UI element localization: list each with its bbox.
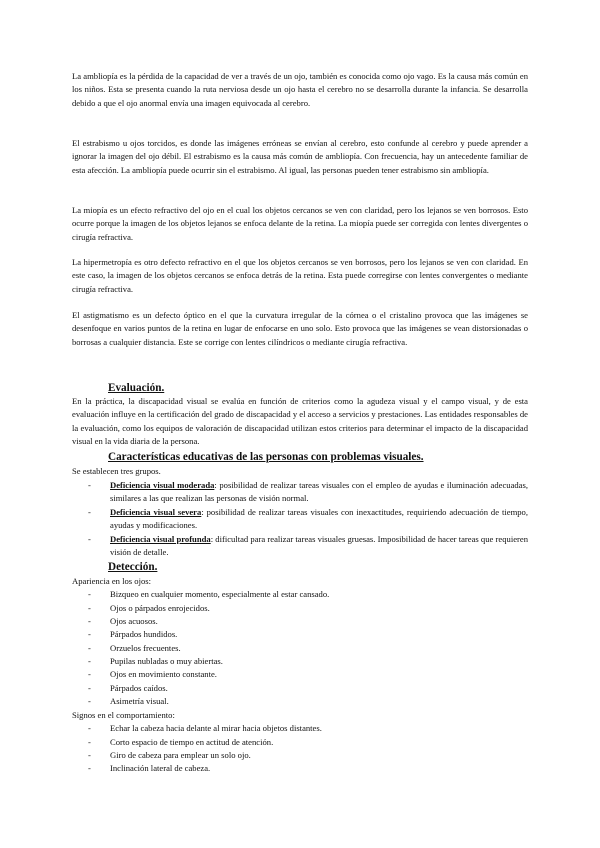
list-item-text: Párpados hundidos. xyxy=(110,629,178,639)
list-dash: - xyxy=(88,643,91,653)
list-dash: - xyxy=(88,723,91,733)
caracteristicas-intro: Se establecen tres grupos. xyxy=(72,466,161,476)
list-item-text: Echar la cabeza hacia delante al mirar hacia objetos distantes. xyxy=(110,723,322,733)
paragraph-hipermetropia: La hipermetropía es otro defecto refractivo en el que los objetos cercanos se ven borrosos, pero los lejanos se ven con claridad. En este caso, la imagen de los objetos cercanos se enfoca detrás de la retina. Esta puede corregirse con lentes convergentes o mediante cirugía refractiva. xyxy=(72,257,528,294)
list-item-text: Pupilas nubladas o muy abiertas. xyxy=(110,656,223,666)
list-item-profunda xyxy=(88,533,528,560)
list-item-text: Giro de cabeza para emplear un solo ojo. xyxy=(110,750,251,760)
ojos-label: Apariencia en los ojos: xyxy=(72,576,151,586)
list-item-text: Ojos en movimiento constante. xyxy=(110,669,217,679)
heading-deteccion: Detección. xyxy=(108,561,158,573)
list-item xyxy=(88,615,528,628)
list-dash: - xyxy=(88,507,91,517)
list-item xyxy=(88,762,528,775)
list-dash: - xyxy=(88,656,91,666)
list-item xyxy=(88,655,528,668)
list-item-text: Orzuelos frecuentes. xyxy=(110,643,181,653)
list-dash: - xyxy=(88,480,91,490)
list-item-text: Párpados caídos. xyxy=(110,683,168,693)
list-item xyxy=(88,722,528,735)
paragraph-ambliopia: La ambliopía es la pérdida de la capacidad de ver a través de un ojo, también es conocida como ojo vago. Es la causa más común en los niños. Esta se presenta cuando la ruta nerviosa desde un ojo hasta el cerebro no se desarrolla durante la infancia. Se desarrolla debido a que el ojo anormal envía una imagen equivocada al cerebro. xyxy=(72,71,528,108)
heading-evaluacion: Evaluación. xyxy=(108,382,165,394)
list-item xyxy=(88,695,528,708)
list-dash: - xyxy=(88,750,91,760)
list-dash: - xyxy=(88,534,91,544)
list-item-text: Ojos acuosos. xyxy=(110,616,158,626)
list-dash: - xyxy=(88,589,91,599)
list-dash: - xyxy=(88,616,91,626)
comportamiento-label: Signos en el comportamiento: xyxy=(72,710,175,720)
text-severa: : posibilidad de realizar tareas visuales con inexactitudes, requiriendo adecuación de tiempo, ayudas y modificaciones. xyxy=(110,507,528,531)
list-item xyxy=(88,588,528,601)
list-item xyxy=(88,749,528,762)
list-item-severa xyxy=(88,506,528,533)
list-item xyxy=(88,682,528,695)
list-item xyxy=(88,628,528,641)
term-moderada: Deficiencia visual moderada xyxy=(110,480,215,490)
paragraph-miopia: La miopía es un efecto refractivo del ojo en el cual los objetos cercanos se ven con claridad, pero los lejanos se ven borrosos. Esto ocurre porque la imagen de los objetos lejanos se enfoca delante de la retina. La miopía puede ser corregida con lentes divergentes o cirugía refractiva. xyxy=(72,205,528,242)
heading-caracteristicas: Características educativas de las personas con problemas visuales. xyxy=(108,451,424,463)
list-dash: - xyxy=(88,696,91,706)
list-item xyxy=(88,602,528,615)
paragraph-estrabismo: El estrabismo u ojos torcidos, es donde las imágenes erróneas se envían al cerebro, esto confunde al cerebro y puede aprender a ignorar la imagen del ojo débil. El estrabismo es la causa más común de ambliopía. Con frecuencia, hay un antecedente familiar de esta afección. La ambliopía puede ocurrir sin el estrabismo. Al igual, las personas pueden tener estrabismo sin ambliopía. xyxy=(72,138,528,175)
list-item-moderada xyxy=(88,479,528,506)
text-moderada: : posibilidad de realizar tareas visuales con el empleo de ayudas e iluminación adecuadas, similares a las que realizan las personas de visión normal. xyxy=(110,480,528,504)
term-severa: Deficiencia visual severa xyxy=(110,507,202,517)
list-dash: - xyxy=(88,763,91,773)
list-item-text: Ojos o párpados enrojecidos. xyxy=(110,603,210,613)
list-item xyxy=(88,736,528,749)
list-dash: - xyxy=(88,629,91,639)
list-dash: - xyxy=(88,603,91,613)
paragraph-astigmatismo: El astigmatismo es un defecto óptico en el que la curvatura irregular de la córnea o el cristalino provoca que las imágenes se desenfoque en varios puntos de la retina en lugar de enfocarse en uno solo. Esto provoca que las imágenes se vean distorsionadas o borrosas a cualquier distancia. Este se corrige con lentes cilíndricos o mediante cirugía refractiva. xyxy=(72,310,528,347)
list-item xyxy=(88,642,528,655)
list-dash: - xyxy=(88,683,91,693)
list-item-text: Bizqueo en cualquier momento, especialmente al estar cansado. xyxy=(110,589,330,599)
list-dash: - xyxy=(88,669,91,679)
list-item-text: Corto espacio de tiempo en actitud de atención. xyxy=(110,737,274,747)
text-profunda: : dificultad para realizar tareas visuales gruesas. Imposibilidad de hacer tareas que requieren visión de detalle. xyxy=(110,534,528,558)
term-profunda: Deficiencia visual profunda xyxy=(110,534,211,544)
list-dash: - xyxy=(88,737,91,747)
list-item-text: Asimetría visual. xyxy=(110,696,169,706)
list-item-text: Inclinación lateral de cabeza. xyxy=(110,763,211,773)
paragraph-evaluacion: En la práctica, la discapacidad visual se evalúa en función de criterios como la agudeza visual y el campo visual, y de esta evaluación influye en la certificación del grado de discapacidad y el acceso a servicios y prestaciones. Las entidades responsables de la evaluación, como los equipos de valoración de discapacidad utilizan estos criterios para determinar el impacto de la discapacidad visual en la vida diaria de la persona. xyxy=(72,396,528,446)
list-item xyxy=(88,668,528,681)
